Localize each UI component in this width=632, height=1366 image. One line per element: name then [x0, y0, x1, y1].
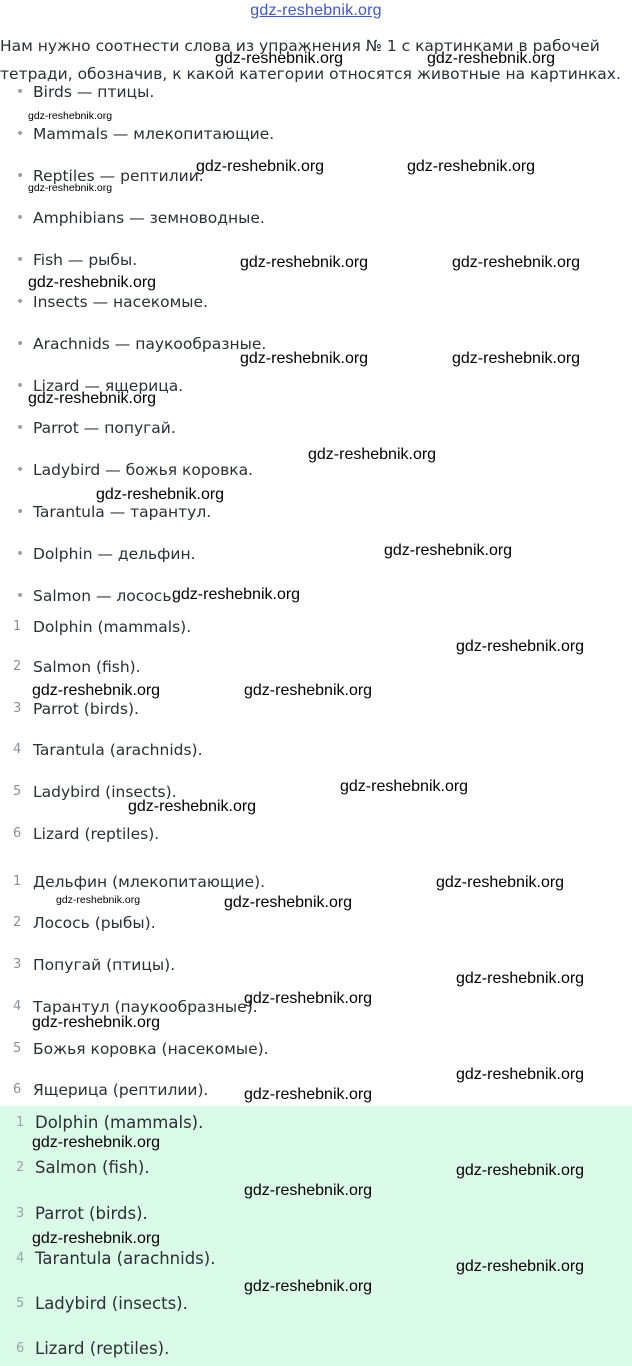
watermark-text: gdz-reshebnik.org	[56, 894, 141, 906]
watermark-text: gdz-reshebnik.org	[28, 110, 113, 122]
item-text: Тарантул (паукообразные).	[33, 998, 258, 1016]
item-number: 2	[16, 1160, 25, 1175]
watermark-text: gdz-reshebnik.org	[340, 778, 469, 795]
watermark-text: gdz-reshebnik.org	[244, 1278, 373, 1295]
item-text: Salmon (fish).	[33, 658, 141, 676]
item-number: 6	[16, 1341, 25, 1356]
item-number: 5	[13, 1041, 22, 1056]
item-text: Ladybird (insects).	[35, 1294, 188, 1313]
category-text: Amphibians — земноводные.	[33, 209, 265, 227]
bullet-dot: •	[16, 462, 25, 478]
item-text: Tarantula (arachnids).	[35, 1249, 216, 1268]
item-text: Salmon (fish).	[35, 1158, 150, 1177]
watermark-text: gdz-reshebnik.org	[32, 1134, 161, 1151]
bullet-dot: •	[16, 588, 25, 604]
category-text: Insects — насекомые.	[33, 293, 208, 311]
item-number: 4	[13, 999, 22, 1014]
item-number: 6	[13, 1082, 22, 1097]
watermark-text: gdz-reshebnik.org	[436, 874, 565, 891]
watermark-text: gdz-reshebnik.org	[244, 682, 373, 699]
item-text: Попугай (птицы).	[33, 956, 176, 974]
watermark-text: gdz-reshebnik.org	[427, 50, 556, 67]
category-text: Reptiles — рептилии.	[33, 167, 204, 185]
item-text: Tarantula (arachnids).	[33, 741, 203, 759]
item-number: 2	[13, 915, 22, 930]
watermark-text: gdz-reshebnik.org	[244, 1086, 373, 1103]
watermark-text: gdz-reshebnik.org	[172, 586, 301, 603]
watermark-text: gdz-reshebnik.org	[384, 542, 513, 559]
item-text: Лосось (рыбы).	[33, 914, 156, 932]
item-number: 1	[16, 1115, 25, 1130]
watermark-text: gdz-reshebnik.org	[196, 158, 325, 175]
watermark-text: gdz-reshebnik.org	[456, 638, 585, 655]
watermark-text: gdz-reshebnik.org	[407, 158, 536, 175]
watermark-text: gdz-reshebnik.org	[28, 274, 157, 291]
category-text: Fish — рыбы.	[33, 251, 138, 269]
category-text: Salmon — лосось.	[33, 587, 177, 605]
intro-paragraph: Нам нужно соотнести слова из упражнения № 1 с картинками в рабочей тетради, обозначив, к какой категории относятся животные на картинках.	[0, 37, 621, 83]
watermark-text: gdz-reshebnik.org	[32, 1014, 161, 1031]
watermark-text: gdz-reshebnik.org	[240, 350, 369, 367]
bullet-dot: •	[16, 168, 25, 184]
category-text: Arachnids — паукообразные.	[33, 335, 267, 353]
bullet-dot: •	[16, 420, 25, 436]
bullet-dot: •	[16, 84, 25, 100]
item-text: Ladybird (insects).	[33, 783, 177, 801]
watermark-text: gdz-reshebnik.org	[244, 990, 373, 1007]
watermark-text: gdz-reshebnik.org	[244, 1182, 373, 1199]
watermark-text: gdz-reshebnik.org	[28, 390, 157, 407]
item-number: 1	[13, 619, 22, 634]
item-number: 2	[13, 659, 22, 674]
watermark-text: gdz-reshebnik.org	[96, 486, 225, 503]
watermark-text: gdz-reshebnik.org	[308, 446, 437, 463]
category-text: Tarantula — тарантул.	[33, 503, 212, 521]
watermark-text: gdz-reshebnik.org	[452, 254, 581, 271]
bullet-dot: •	[16, 126, 25, 142]
item-number: 5	[16, 1296, 25, 1311]
watermark-text: gdz-reshebnik.org	[456, 1066, 585, 1083]
bullet-dot: •	[16, 546, 25, 562]
item-text: Lizard (reptiles).	[35, 1339, 170, 1358]
item-number: 1	[13, 874, 22, 889]
watermark-text: gdz-reshebnik.org	[452, 350, 581, 367]
item-text: Ящерица (рептилии).	[33, 1081, 209, 1099]
item-number: 4	[13, 742, 22, 757]
category-text: Lizard — ящерица.	[33, 377, 184, 395]
item-number: 6	[13, 826, 22, 841]
item-text: Dolphin (mammals).	[35, 1113, 204, 1132]
category-text: Mammals — млекопитающие.	[33, 125, 275, 143]
item-text: Dolphin (mammals).	[33, 618, 192, 636]
item-text: Parrot (birds).	[33, 700, 139, 718]
watermark-text: gdz-reshebnik.org	[456, 970, 585, 987]
item-text: Lizard (reptiles).	[33, 825, 160, 843]
watermark-text: gdz-reshebnik.org	[240, 254, 369, 271]
item-text: Божья коровка (насекомые).	[33, 1040, 269, 1058]
category-text: Birds — птицы.	[33, 83, 155, 101]
watermark-text: gdz-reshebnik.org	[28, 182, 113, 194]
site-link[interactable]: gdz-reshebnik.org	[250, 2, 382, 19]
bullet-dot: •	[16, 294, 25, 310]
watermark-text: gdz-reshebnik.org	[32, 682, 161, 699]
bullet-dot: •	[16, 504, 25, 520]
bullet-dot: •	[16, 252, 25, 268]
item-text: Parrot (birds).	[35, 1204, 148, 1223]
item-number: 3	[13, 701, 22, 716]
category-text: Dolphin — дельфин.	[33, 545, 196, 563]
bullet-dot: •	[16, 378, 25, 394]
watermark-text: gdz-reshebnik.org	[32, 1230, 161, 1247]
bullet-dot: •	[16, 210, 25, 226]
item-number: 3	[13, 957, 22, 972]
category-text: Parrot — попугай.	[33, 419, 176, 437]
watermark-text: gdz-reshebnik.org	[215, 50, 344, 67]
watermark-text: gdz-reshebnik.org	[224, 894, 353, 911]
watermark-text: gdz-reshebnik.org	[456, 1162, 585, 1179]
category-text: Ladybird — божья коровка.	[33, 461, 254, 479]
item-number: 4	[16, 1251, 25, 1266]
item-number: 5	[13, 784, 22, 799]
watermark-text: gdz-reshebnik.org	[456, 1258, 585, 1275]
item-text: Дельфин (млекопитающие).	[33, 873, 266, 891]
bullet-dot: •	[16, 336, 25, 352]
item-number: 3	[16, 1206, 25, 1221]
watermark-text: gdz-reshebnik.org	[128, 798, 257, 815]
